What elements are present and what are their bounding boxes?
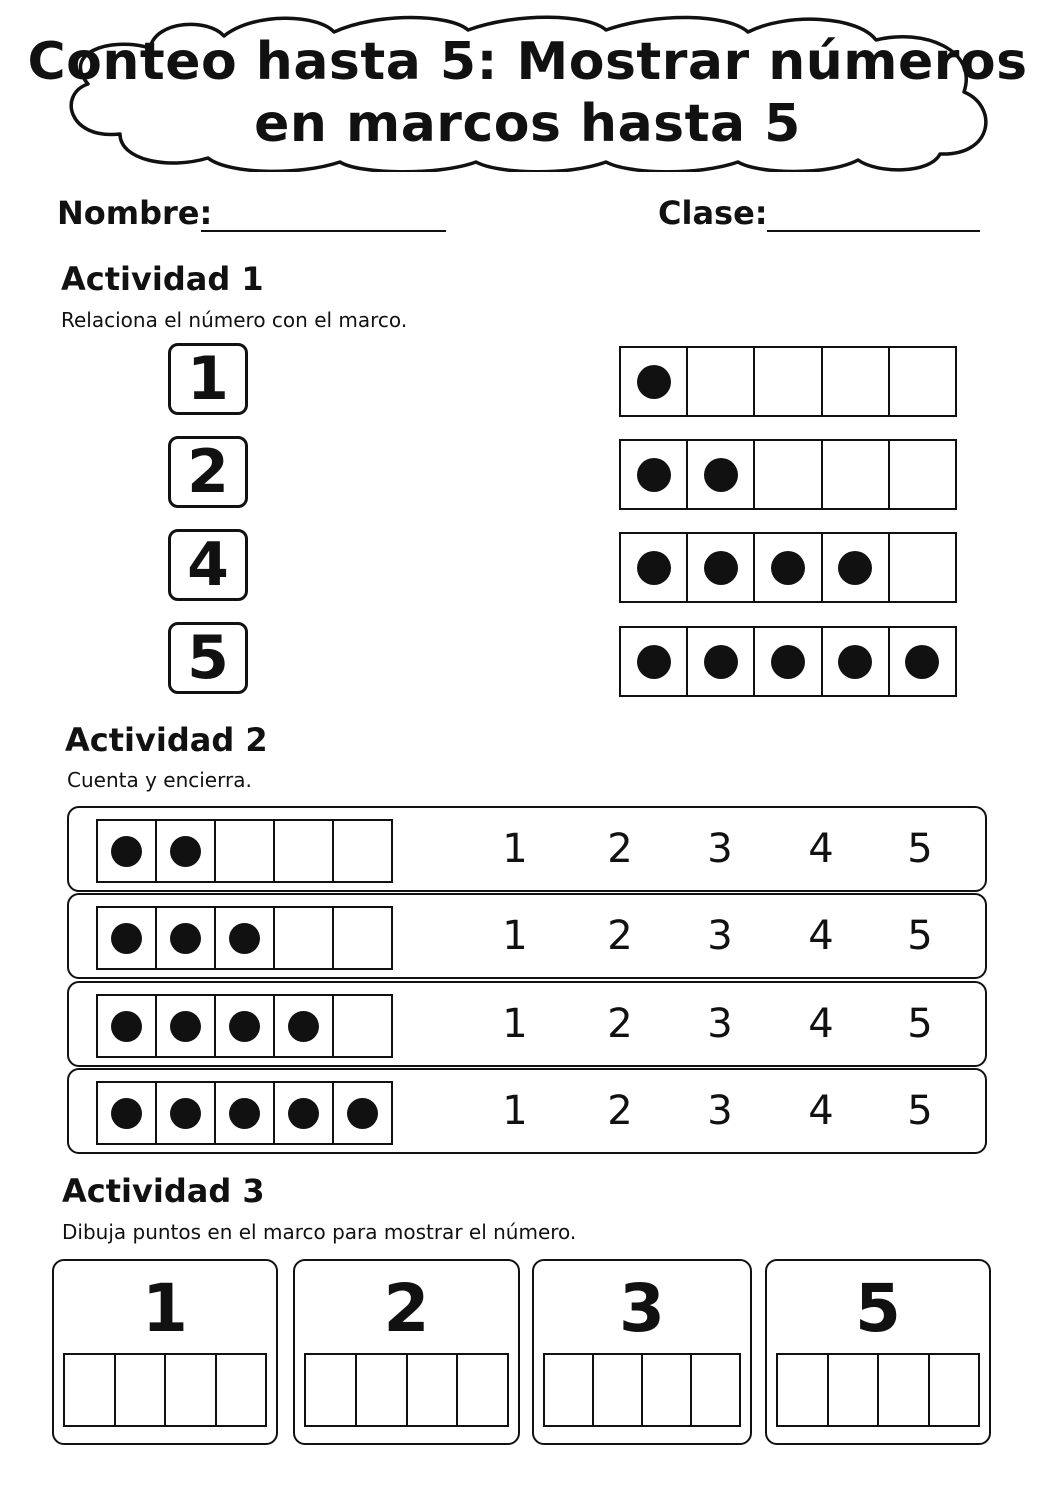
activity-2-instruction: Cuenta y encierra. <box>67 768 252 792</box>
empty-cell[interactable] <box>879 1355 930 1425</box>
empty-cell[interactable] <box>692 1355 739 1425</box>
dot-icon <box>637 551 671 585</box>
frame-cell <box>890 628 955 695</box>
draw-card <box>52 1259 278 1445</box>
frame-cell <box>688 441 755 508</box>
frame-cell <box>755 628 822 695</box>
choice-number[interactable]: 4 <box>808 826 834 872</box>
empty-cell[interactable] <box>217 1355 266 1425</box>
frame-cell <box>216 908 275 968</box>
number-box[interactable]: 1 <box>168 343 248 415</box>
empty-cell[interactable] <box>643 1355 692 1425</box>
dot-icon <box>771 551 805 585</box>
choice-number[interactable]: 1 <box>502 913 528 959</box>
frame-cell <box>334 908 391 968</box>
dot-icon <box>905 645 939 679</box>
page-title-line-2: en marcos hasta 5 <box>254 94 801 154</box>
frame-cell <box>98 908 157 968</box>
choice-number[interactable]: 2 <box>607 1001 633 1047</box>
dot-icon <box>347 1098 378 1129</box>
frame-cell <box>98 1083 157 1143</box>
card-number: 3 <box>619 1270 665 1347</box>
choice-number[interactable]: 5 <box>907 1001 933 1047</box>
choice-number[interactable]: 4 <box>808 1001 834 1047</box>
dot-icon <box>170 836 201 867</box>
frame-cell <box>755 348 822 415</box>
empty-frame[interactable] <box>543 1353 741 1427</box>
page-title-line-1: Conteo hasta 5: Mostrar números <box>27 32 1028 92</box>
draw-card <box>532 1259 752 1445</box>
choice-number[interactable]: 1 <box>502 1001 528 1047</box>
empty-cell[interactable] <box>545 1355 594 1425</box>
card-number: 5 <box>855 1270 901 1347</box>
frame-cell <box>334 821 391 881</box>
five-frame <box>96 1081 393 1145</box>
empty-frame[interactable] <box>63 1353 267 1427</box>
dot-icon <box>288 1098 319 1129</box>
frame-cell <box>755 441 822 508</box>
frame-cell <box>823 348 890 415</box>
empty-cell[interactable] <box>65 1355 116 1425</box>
frame-cell <box>688 348 755 415</box>
frame-cell <box>216 1083 275 1143</box>
choice-number[interactable]: 3 <box>707 1088 733 1134</box>
five-frame[interactable] <box>619 439 957 510</box>
frame-cell <box>157 996 216 1056</box>
frame-cell <box>275 821 334 881</box>
activity-1-instruction: Relaciona el número con el marco. <box>61 308 408 332</box>
choice-number[interactable]: 2 <box>607 826 633 872</box>
empty-cell[interactable] <box>166 1355 217 1425</box>
choice-number[interactable]: 3 <box>707 913 733 959</box>
number-box[interactable]: 4 <box>168 529 248 601</box>
frame-cell <box>890 441 955 508</box>
frame-cell <box>890 534 955 601</box>
choice-number[interactable]: 5 <box>907 826 933 872</box>
draw-card <box>765 1259 991 1445</box>
card-number: 2 <box>383 1270 430 1347</box>
dot-icon <box>170 1011 201 1042</box>
dot-icon <box>111 1098 142 1129</box>
count-row <box>67 981 987 1067</box>
frame-cell <box>216 821 275 881</box>
count-row <box>67 893 987 979</box>
class-label: Clase: <box>658 194 768 232</box>
frame-cell <box>621 441 688 508</box>
dot-icon <box>229 923 260 954</box>
empty-cell[interactable] <box>116 1355 167 1425</box>
frame-cell <box>621 628 688 695</box>
choice-number[interactable]: 1 <box>502 826 528 872</box>
five-frame[interactable] <box>619 626 957 697</box>
choice-number[interactable]: 3 <box>707 1001 733 1047</box>
card-number: 1 <box>142 1270 188 1347</box>
empty-cell[interactable] <box>778 1355 829 1425</box>
name-label: Nombre: <box>57 194 213 232</box>
frame-cell <box>688 534 755 601</box>
five-frame[interactable] <box>619 346 957 417</box>
dot-icon <box>288 1011 319 1042</box>
choice-number[interactable]: 2 <box>607 913 633 959</box>
frame-cell <box>98 996 157 1056</box>
frame-cell <box>890 348 955 415</box>
frame-cell <box>157 1083 216 1143</box>
empty-frame[interactable] <box>776 1353 980 1427</box>
frame-cell <box>334 996 391 1056</box>
choice-number[interactable]: 2 <box>607 1088 633 1134</box>
activity-3-title: Actividad 3 <box>62 1172 265 1210</box>
dot-icon <box>637 365 671 399</box>
dot-icon <box>229 1011 260 1042</box>
dot-icon <box>704 458 738 492</box>
frame-cell <box>621 534 688 601</box>
five-frame <box>96 994 393 1058</box>
empty-cell[interactable] <box>357 1355 408 1425</box>
dot-icon <box>637 645 671 679</box>
count-row <box>67 806 987 892</box>
dot-icon <box>170 923 201 954</box>
frame-cell <box>823 628 890 695</box>
number-box[interactable]: 5 <box>168 622 248 694</box>
activity-2-title: Actividad 2 <box>65 721 268 759</box>
frame-cell <box>275 908 334 968</box>
choice-number[interactable]: 3 <box>707 826 733 872</box>
five-frame <box>96 819 393 883</box>
choice-number[interactable]: 1 <box>502 1088 528 1134</box>
frame-cell <box>157 908 216 968</box>
empty-cell[interactable] <box>306 1355 357 1425</box>
empty-cell[interactable] <box>594 1355 643 1425</box>
frame-cell <box>275 1083 334 1143</box>
dot-icon <box>704 645 738 679</box>
dot-icon <box>838 551 872 585</box>
dot-icon <box>838 645 872 679</box>
five-frame <box>96 906 393 970</box>
activity-1-title: Actividad 1 <box>61 260 264 298</box>
number-box[interactable]: 2 <box>168 436 248 508</box>
frame-cell <box>334 1083 391 1143</box>
choice-number[interactable]: 5 <box>907 1088 933 1134</box>
count-row <box>67 1068 987 1154</box>
frame-cell <box>823 534 890 601</box>
dot-icon <box>111 836 142 867</box>
empty-cell[interactable] <box>930 1355 979 1425</box>
frame-cell <box>216 996 275 1056</box>
empty-cell[interactable] <box>408 1355 459 1425</box>
five-frame[interactable] <box>619 532 957 603</box>
choice-number[interactable]: 4 <box>808 913 834 959</box>
frame-cell <box>98 821 157 881</box>
frame-cell <box>621 348 688 415</box>
frame-cell <box>823 441 890 508</box>
empty-cell[interactable] <box>829 1355 880 1425</box>
choice-number[interactable]: 5 <box>907 913 933 959</box>
empty-cell[interactable] <box>458 1355 507 1425</box>
name-field[interactable] <box>201 230 446 232</box>
dot-icon <box>111 1011 142 1042</box>
dot-icon <box>111 923 142 954</box>
frame-cell <box>275 996 334 1056</box>
frame-cell <box>755 534 822 601</box>
activity-3-instruction: Dibuja puntos en el marco para mostrar el número. <box>62 1220 577 1244</box>
frame-cell <box>157 821 216 881</box>
draw-card <box>293 1259 520 1445</box>
dot-icon <box>771 645 805 679</box>
empty-frame[interactable] <box>304 1353 509 1427</box>
class-field[interactable] <box>767 230 980 232</box>
dot-icon <box>704 551 738 585</box>
dot-icon <box>170 1098 201 1129</box>
dot-icon <box>637 458 671 492</box>
frame-cell <box>688 628 755 695</box>
dot-icon <box>229 1098 260 1129</box>
choice-number[interactable]: 4 <box>808 1088 834 1134</box>
